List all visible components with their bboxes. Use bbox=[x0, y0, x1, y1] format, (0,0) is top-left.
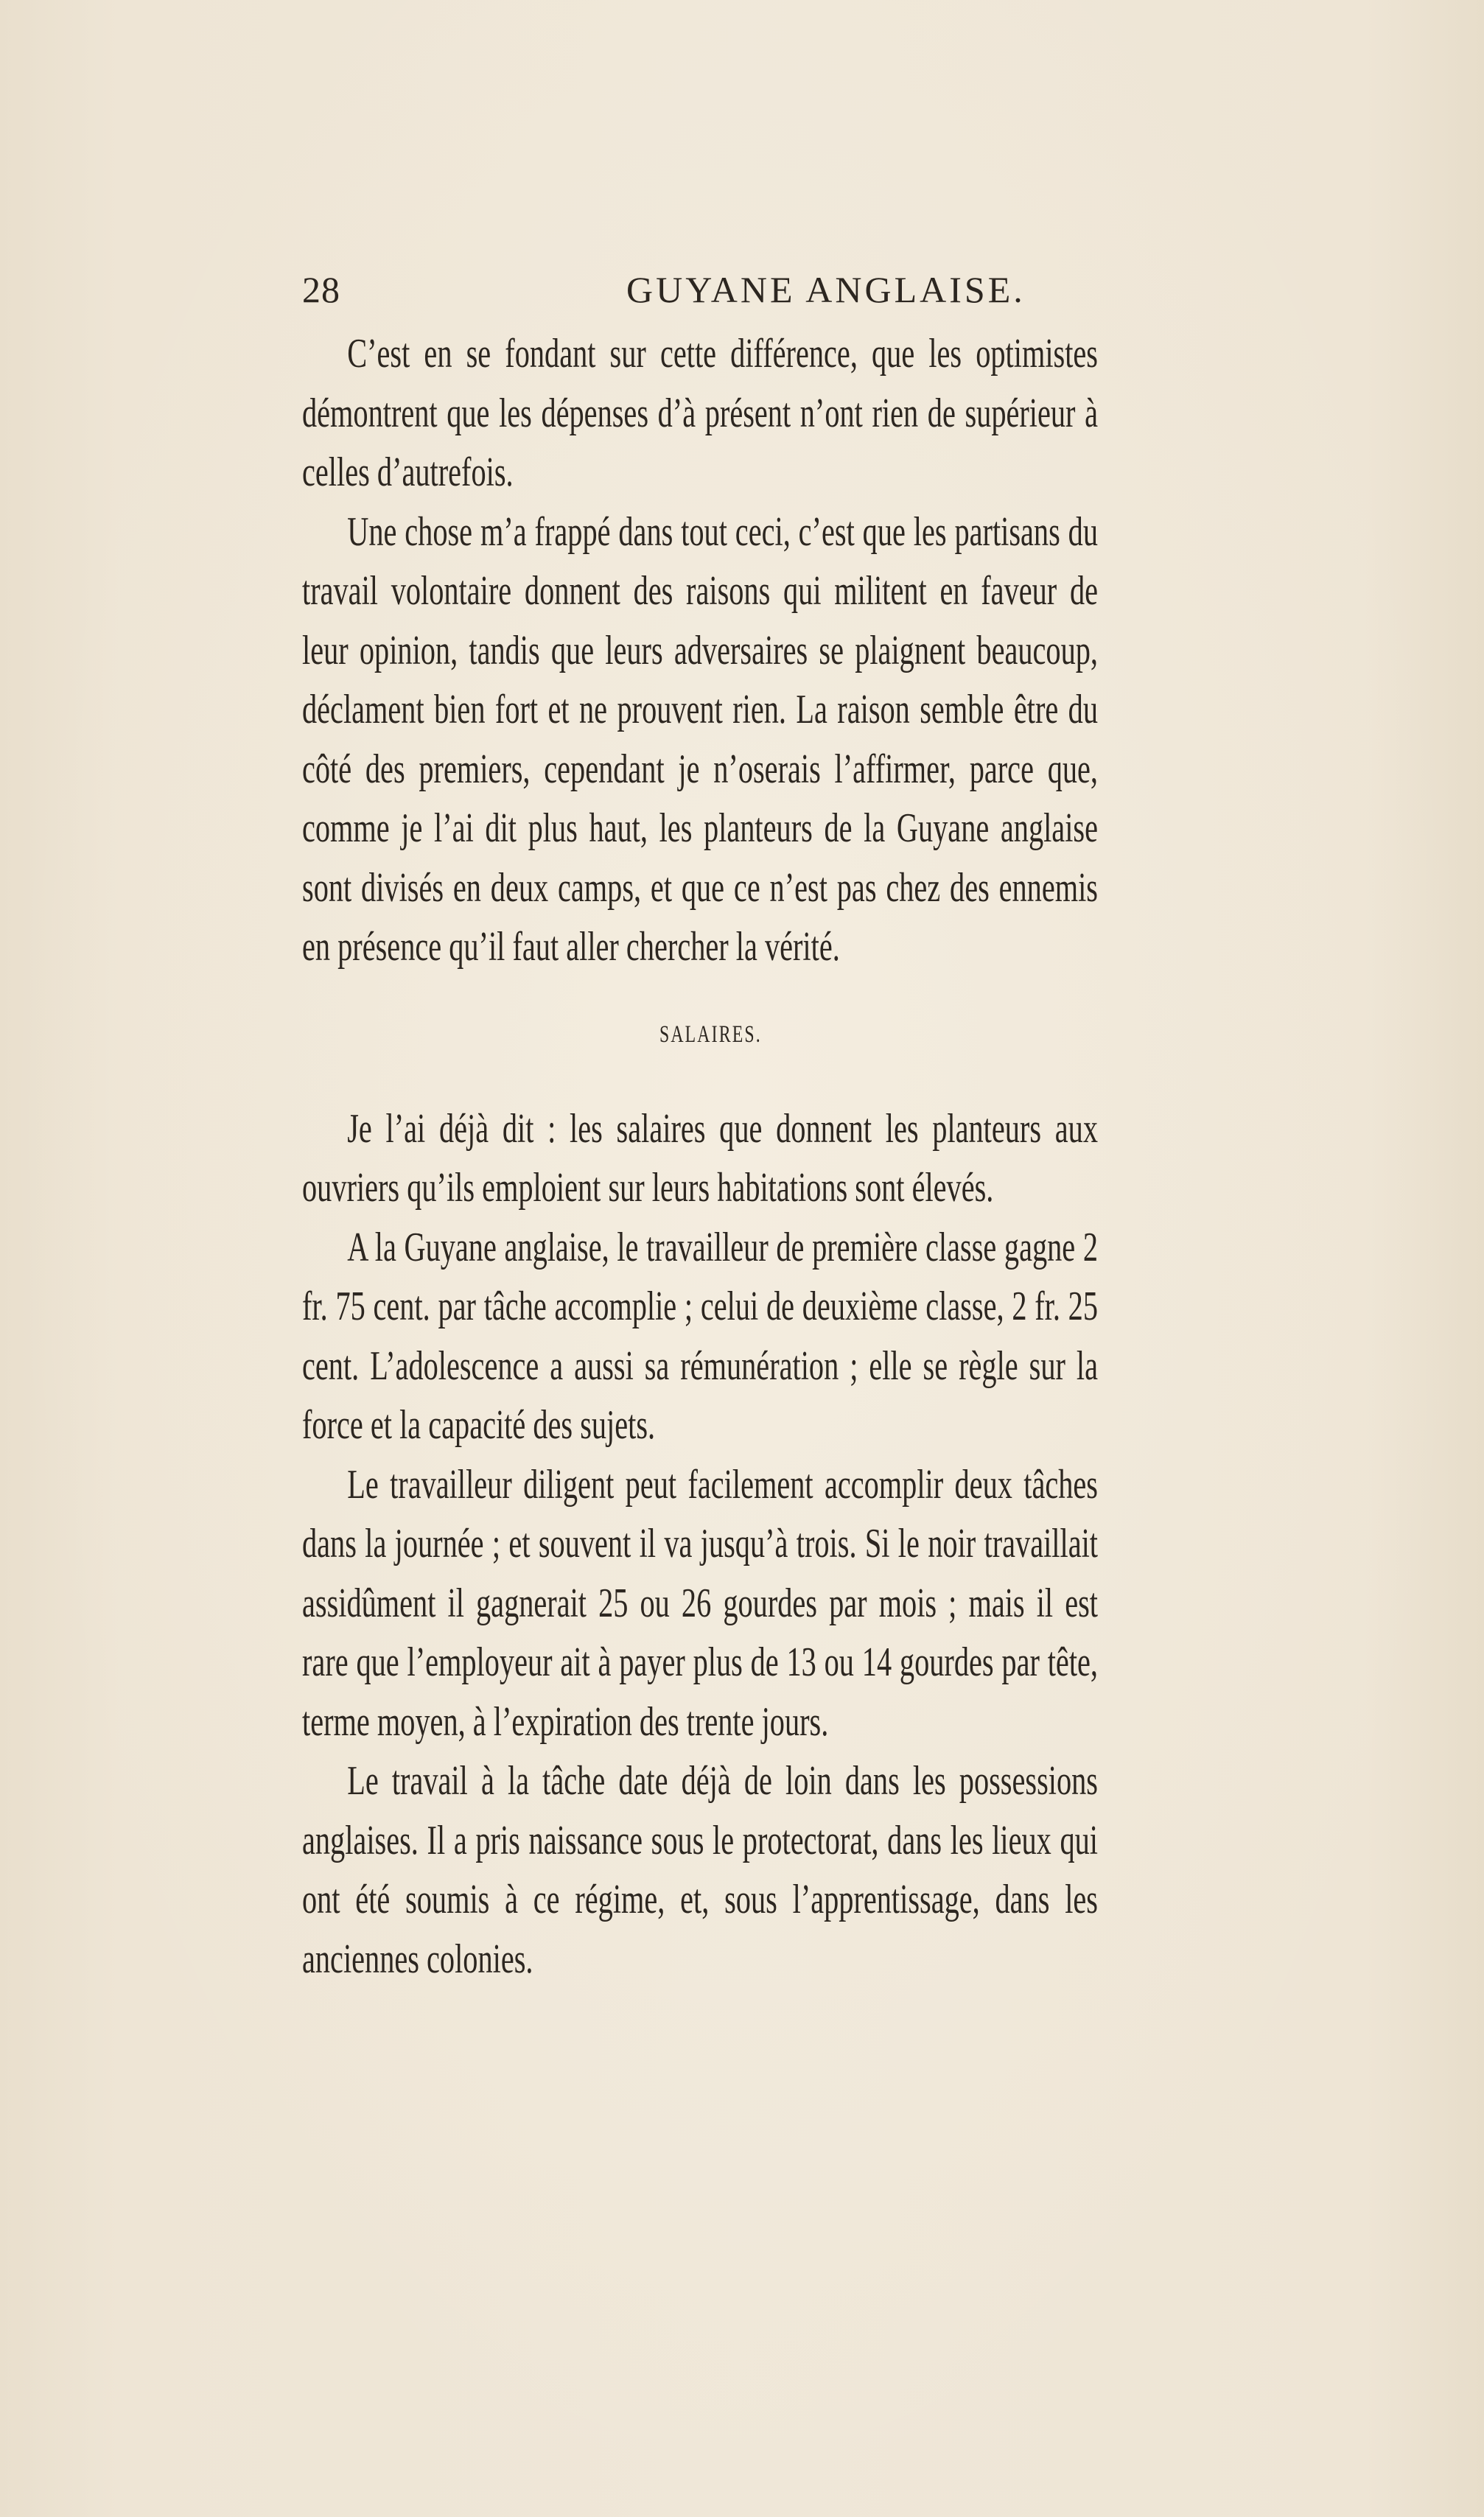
body-text bbox=[302, 324, 1098, 1989]
running-header bbox=[302, 264, 1072, 315]
section-heading-salaires: SALAIRES. bbox=[659, 1021, 762, 1048]
running-title: GUYANE ANGLAISE. bbox=[626, 269, 1026, 310]
paragraph-5: Le travailleur diligent peut facilement accomplir deux tâches dans la journée ; et souvent il va jusqu’à trois. Si le noir travaillait assidûment il gagnerait 25 ou 26 gourdes par mois ; mais il est rare que l’employeur ait à payer plus de 13 ou 14 gourdes par tête, terme moyen, à l’expiration des trente jours. bbox=[302, 1461, 1098, 1745]
page-number: 28 bbox=[302, 269, 340, 310]
paragraph-3: Je l’ai déjà dit : les salaires que donnent les planteurs aux ouvriers qu’ils emploient sur leurs habitations sont élevés. bbox=[302, 1105, 1098, 1211]
paragraph-1: C’est en se fondant sur cette différence, que les optimistes démontrent que les dépenses d’à présent n’ont rien de supérieur à celles d’autrefois. bbox=[302, 331, 1098, 495]
paragraph-2: Une chose m’a frappé dans tout ceci, c’est que les partisans du travail volontaire donnent des raisons qui militent en faveur de leur opinion, tandis que leurs adversaires se plaignent beaucoup, déclament bien fort et ne prouvent rien. La raison semble être du côté des premiers, cependant je n’oserais l’affirmer, parce que, comme je l’ai dit plus haut, les planteurs de la Guyane anglaise sont divisés en deux camps, et que ce n’est pas chez des ennemis en présence qu’il faut aller chercher la vérité. bbox=[302, 508, 1098, 970]
paragraph-6: Le travail à la tâche date déjà de loin dans les possessions anglaises. Il a pris naissance sous le protectorat, dans les lieux qui ont été soumis à ce régime, et, sous l’apprentissage, dans les anciennes colonies. bbox=[302, 1758, 1098, 1982]
paragraph-4: A la Guyane anglaise, le travailleur de première classe gagne 2 fr. 75 cent. par tâche accomplie ; celui de deuxième classe, 2 fr. 25 cent. L’adolescence a aussi sa rémunération ; elle se règle sur la force et la capacité des sujets. bbox=[302, 1224, 1098, 1448]
